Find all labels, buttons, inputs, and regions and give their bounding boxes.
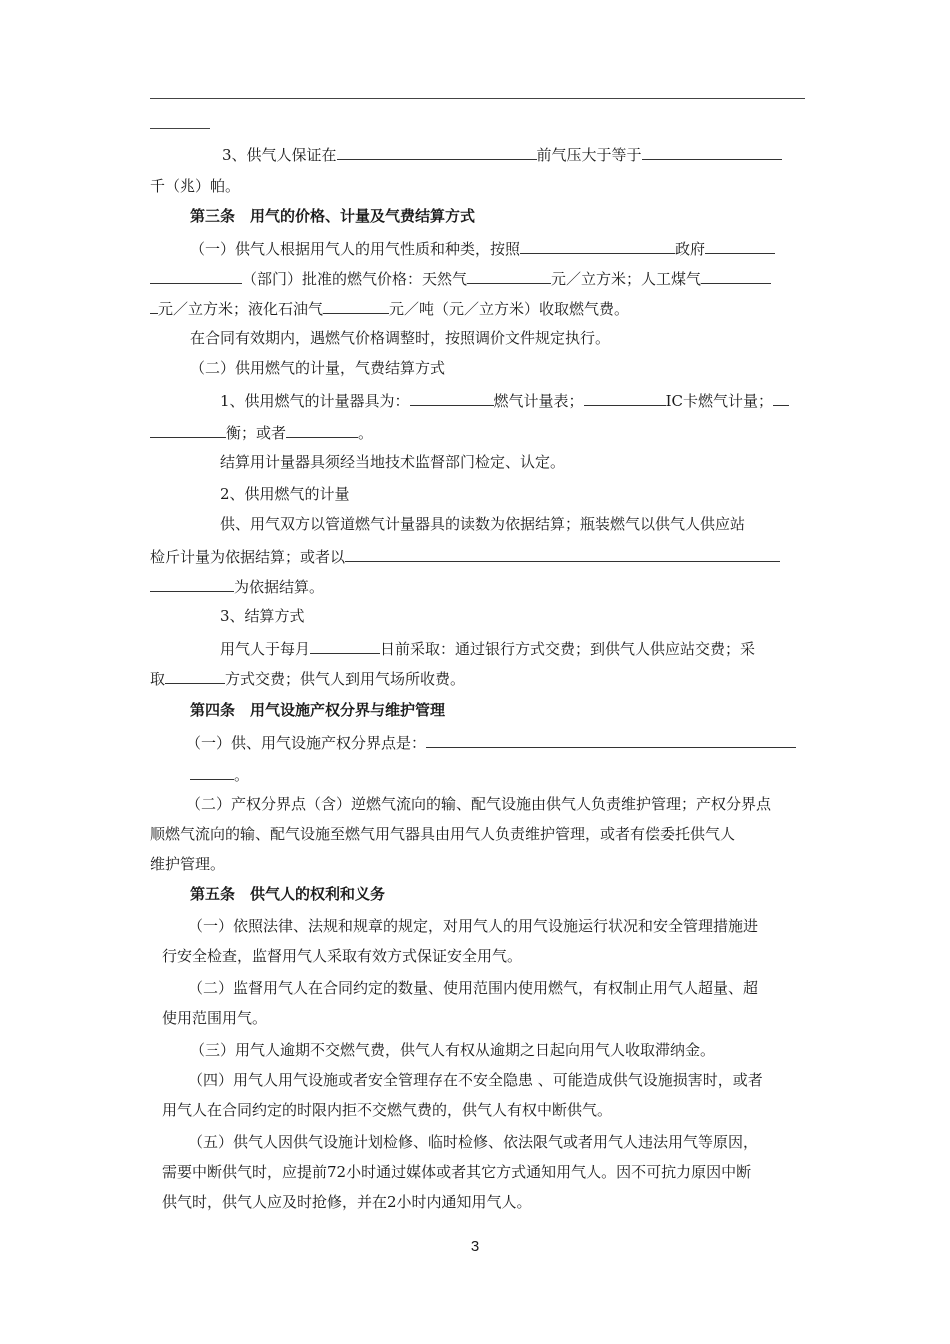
text-line: 用气人于每月 日前采取：通过银行方式交费；到供气人供应站交费；采 [220, 640, 756, 658]
text-line: （二）产权分界点（含）逆燃气流向的输、配气设施由供气人负责维护管理；产权分界点 [186, 795, 772, 813]
section-heading-3: 第三条 用气的价格、计量及气费结算方式 [190, 207, 476, 225]
blank-line-top-tail [150, 128, 210, 129]
text-line: 。 [150, 764, 805, 785]
blank-line-top [150, 98, 805, 99]
text-line: （部门）批准的燃气价格：天然气 元／立方米；人工煤气 [150, 268, 805, 289]
section-heading-5: 第五条 供气人的权利和义务 [190, 885, 386, 903]
text-line: 供、用气双方以管道燃气计量器具的读数为依据结算；瓶装燃气以供气人供应站 [220, 515, 746, 533]
text-line: 千（兆）帕。 [150, 177, 241, 195]
text-line: 检斤计量为依据结算；或者以 [150, 546, 805, 567]
text-line: 维护管理。 [150, 855, 226, 873]
text-line: 结算用计量器具须经当地技术监督部门检定、认定。 [220, 453, 566, 471]
text-line: （一）供、用气设施产权分界点是： [150, 732, 805, 753]
text-line: 需要中断供气时，应提前72小时通过媒体或者其它方式通知用气人。因不可抗力原因中断 [162, 1163, 752, 1181]
text-line: 取 方式交费；供气人到用气场所收费。 [150, 670, 466, 688]
page-number: 3 [470, 1238, 480, 1255]
text-line: 行安全检查，监督用气人采取有效方式保证安全用气。 [162, 947, 523, 965]
text-line: 衡；或者 。 [150, 422, 805, 443]
text-line: 顺燃气流向的输、配气设施至燃气用气器具由用气人负责维护管理，或者有偿委托供气人 [150, 825, 736, 843]
text-line: （四）用气人用气设施或者安全管理存在不安全隐患 、可能造成供气设施损害时，或者 [188, 1071, 763, 1089]
text-line: 用气人在合同约定的时限内拒不交燃气费的，供气人有权中断供气。 [162, 1101, 613, 1119]
text-line: （三）用气人逾期不交燃气费，供气人有权从逾期之日起向用气人收取滞纳金。 [190, 1041, 716, 1059]
text-line: 为依据结算。 [150, 576, 805, 597]
text-line: 3、供气人保证在 前气压大于等于 [150, 144, 805, 165]
text-line: 使用范围用气。 [162, 1009, 268, 1027]
text-line: 元／立方米；液化石油气 元／吨（元／立方米）收取燃气费。 [150, 298, 805, 319]
text-line: 供气时，供气人应及时抢修，并在2小时内通知用气人。 [162, 1193, 532, 1211]
text-line: （一）供气人根据用气人的用气性质和种类，按照 政府 [150, 238, 805, 259]
text-line: （二）供用燃气的计量，气费结算方式 [190, 359, 446, 377]
text-line: 3、结算方式 [220, 607, 305, 625]
section-heading-4: 第四条 用气设施产权分界与维护管理 [190, 701, 446, 719]
text-line: 2、供用燃气的计量 [220, 485, 350, 503]
text-line: （一）依照法律、法规和规章的规定，对用气人的用气设施运行状况和安全管理措施进 [188, 917, 759, 935]
text-line: （五）供气人因供气设施计划检修、临时检修、依法限气或者用气人违法用气等原因， [188, 1133, 759, 1151]
text-line: 1、供用燃气的计量器具为： 燃气计量表； IC卡燃气计量； [150, 390, 805, 411]
text-line: 在合同有效期内，遇燃气价格调整时，按照调价文件规定执行。 [190, 329, 611, 347]
text-line: （二）监督用气人在合同约定的数量、使用范围内使用燃气，有权制止用气人超量、超 [188, 979, 759, 997]
